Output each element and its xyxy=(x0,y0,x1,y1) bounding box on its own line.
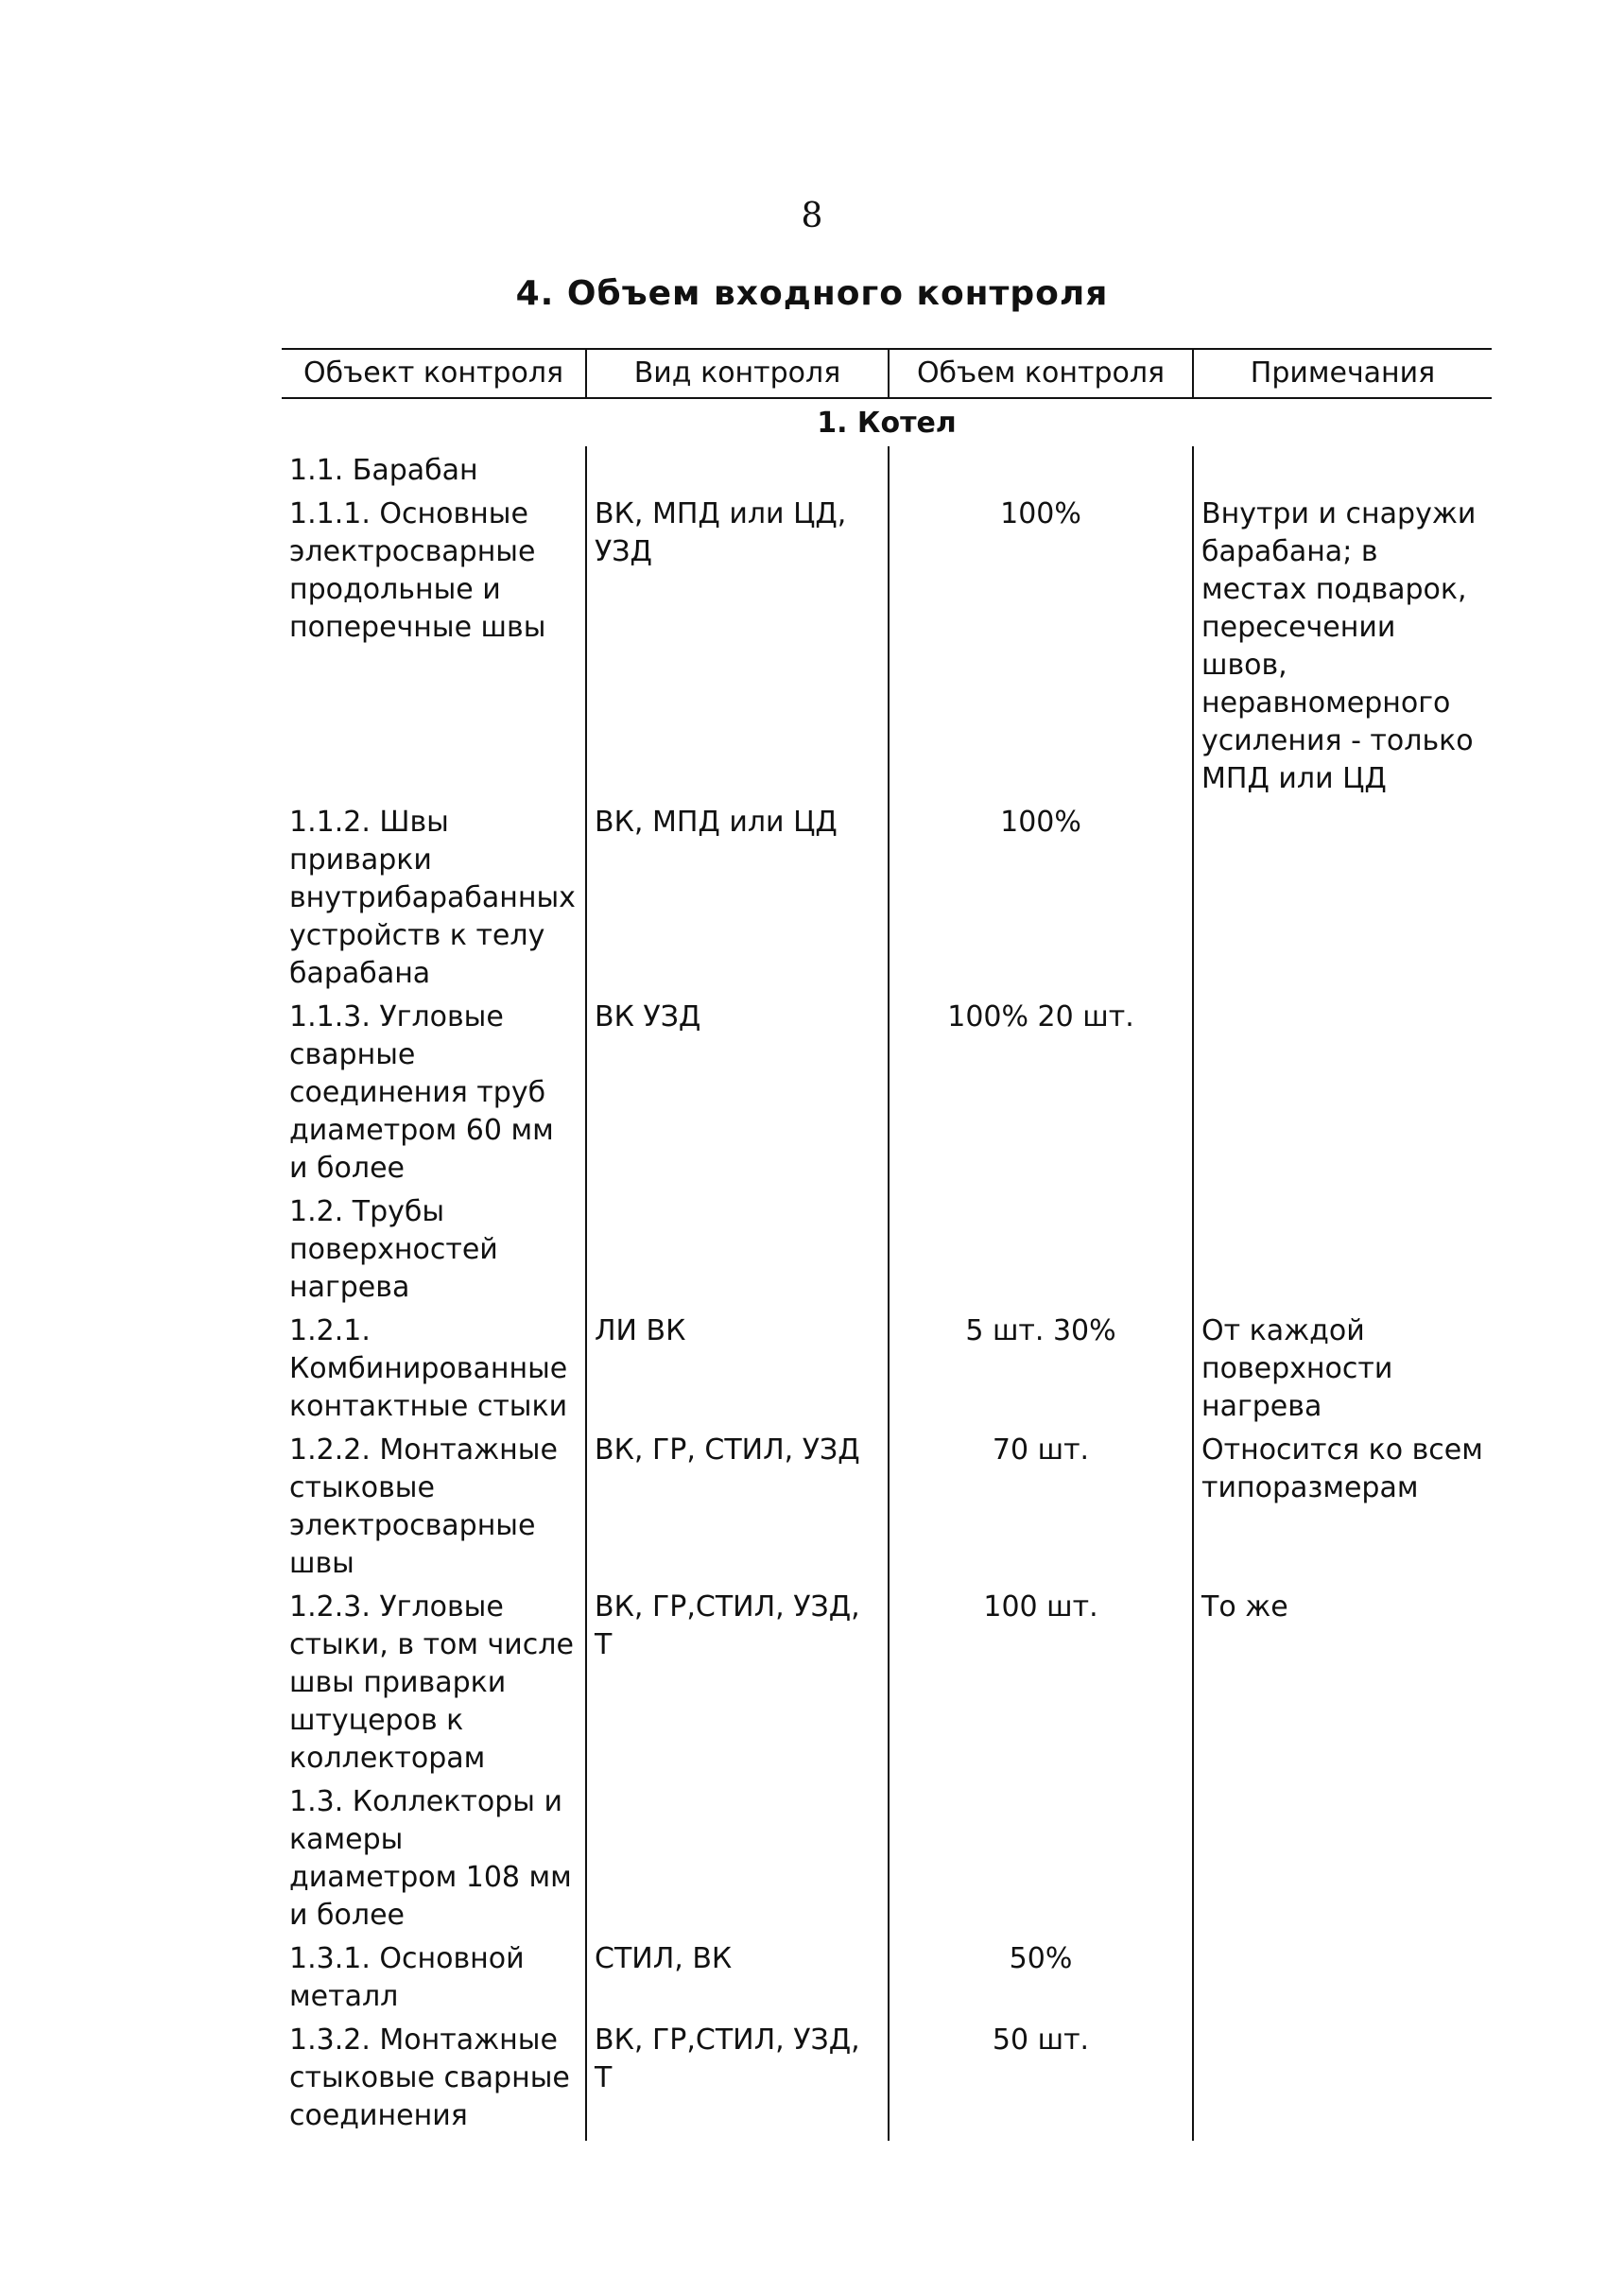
cell-notes: От каждой поверхности нагрева xyxy=(1193,1307,1492,1426)
cell-volume: 100% 20 шт. xyxy=(889,993,1193,1188)
table-row xyxy=(282,1307,1492,1426)
cell-volume xyxy=(889,446,1193,490)
cell-object: 1.2.3. Угловые стыки, в том числе швы приварки штуцеров к коллекторам xyxy=(289,1590,574,1775)
cell-object: 1.3.2. Монтажные стыковые сварные соединения xyxy=(289,2023,570,2132)
inspection-volume-table xyxy=(282,348,1492,2141)
cell-type: ВК, МПД или ЦД, УЗД xyxy=(586,490,889,798)
cell-notes: То же xyxy=(1193,1583,1492,1778)
table-row xyxy=(282,1778,1492,1935)
cell-volume: 100 шт. xyxy=(889,1583,1193,1778)
header-control-type: Вид контроля xyxy=(586,349,889,398)
cell-object: 1.3. Коллекторы и камеры диаметром 108 мм и более xyxy=(289,1785,572,1932)
cell-type: ВК, ГР,СТИЛ, УЗД, Т xyxy=(586,2016,889,2141)
group-row xyxy=(282,398,1492,446)
cell-notes xyxy=(1193,993,1492,1188)
group-title: 1. Котел xyxy=(817,407,957,440)
cell-volume: 50% xyxy=(889,1935,1193,2016)
table-row xyxy=(282,1935,1492,2016)
table-row xyxy=(282,1583,1492,1778)
cell-object: 1.3.1. Основной металл xyxy=(289,1942,525,2013)
cell-type xyxy=(586,1778,889,1935)
header-notes: Примечания xyxy=(1193,349,1492,398)
inspection-table-container xyxy=(282,348,1492,2141)
header-object: Объект контроля xyxy=(282,349,586,398)
table-row xyxy=(282,1188,1492,1307)
cell-type: ВК, МПД или ЦД xyxy=(586,798,889,993)
cell-volume: 70 шт. xyxy=(889,1426,1193,1583)
header-control-volume: Объем контроля xyxy=(889,349,1193,398)
cell-notes xyxy=(1193,2016,1492,2141)
cell-notes: Внутри и снаружи барабана; в местах подварок, пересечении швов, неравномерного усиления - только МПД или ЦД xyxy=(1193,490,1492,798)
cell-volume xyxy=(889,1778,1193,1935)
cell-type: ВК УЗД xyxy=(586,993,889,1188)
cell-object: 1.1.2. Швы приварки внутрибарабанных устройств к телу барабана xyxy=(289,806,576,990)
cell-notes: Относится ко всем типоразмерам xyxy=(1193,1426,1492,1583)
cell-object: 1.1.1. Основные электросварные продольные и поперечные швы xyxy=(289,497,546,644)
cell-object: 1.1. Барабан xyxy=(289,454,478,487)
cell-notes xyxy=(1193,1935,1492,2016)
cell-object: 1.1.3. Угловые сварные соединения труб диаметром 60 мм и более xyxy=(289,1000,554,1185)
cell-volume: 100% xyxy=(889,798,1193,993)
cell-object: 1.2.2. Монтажные стыковые электросварные швы xyxy=(289,1433,558,1580)
cell-type: ВК, ГР,СТИЛ, УЗД, Т xyxy=(586,1583,889,1778)
cell-type xyxy=(586,1188,889,1307)
page-number: 8 xyxy=(801,197,823,235)
table-row xyxy=(282,2016,1492,2141)
table-row xyxy=(282,446,1492,490)
cell-volume: 5 шт. 30% xyxy=(889,1307,1193,1426)
cell-object: 1.2.1. Комбинированные контактные стыки xyxy=(289,1314,568,1423)
cell-type: ВК, ГР, СТИЛ, УЗД xyxy=(586,1426,889,1583)
cell-volume: 50 шт. xyxy=(889,2016,1193,2141)
cell-object: 1.2. Трубы поверхностей нагрева xyxy=(289,1195,498,1304)
table-header-row xyxy=(282,349,1492,398)
cell-type xyxy=(586,446,889,490)
cell-type: ЛИ ВК xyxy=(586,1307,889,1426)
table-row xyxy=(282,798,1492,993)
cell-notes xyxy=(1193,1188,1492,1307)
cell-notes xyxy=(1193,1778,1492,1935)
table-row xyxy=(282,993,1492,1188)
cell-volume xyxy=(889,1188,1193,1307)
table-row xyxy=(282,1426,1492,1583)
table-row xyxy=(282,490,1492,798)
cell-notes xyxy=(1193,798,1492,993)
cell-type: СТИЛ, ВК xyxy=(586,1935,889,2016)
section-title: 4. Объем входного контроля xyxy=(515,274,1109,313)
cell-volume: 100% xyxy=(889,490,1193,798)
cell-notes xyxy=(1193,446,1492,490)
